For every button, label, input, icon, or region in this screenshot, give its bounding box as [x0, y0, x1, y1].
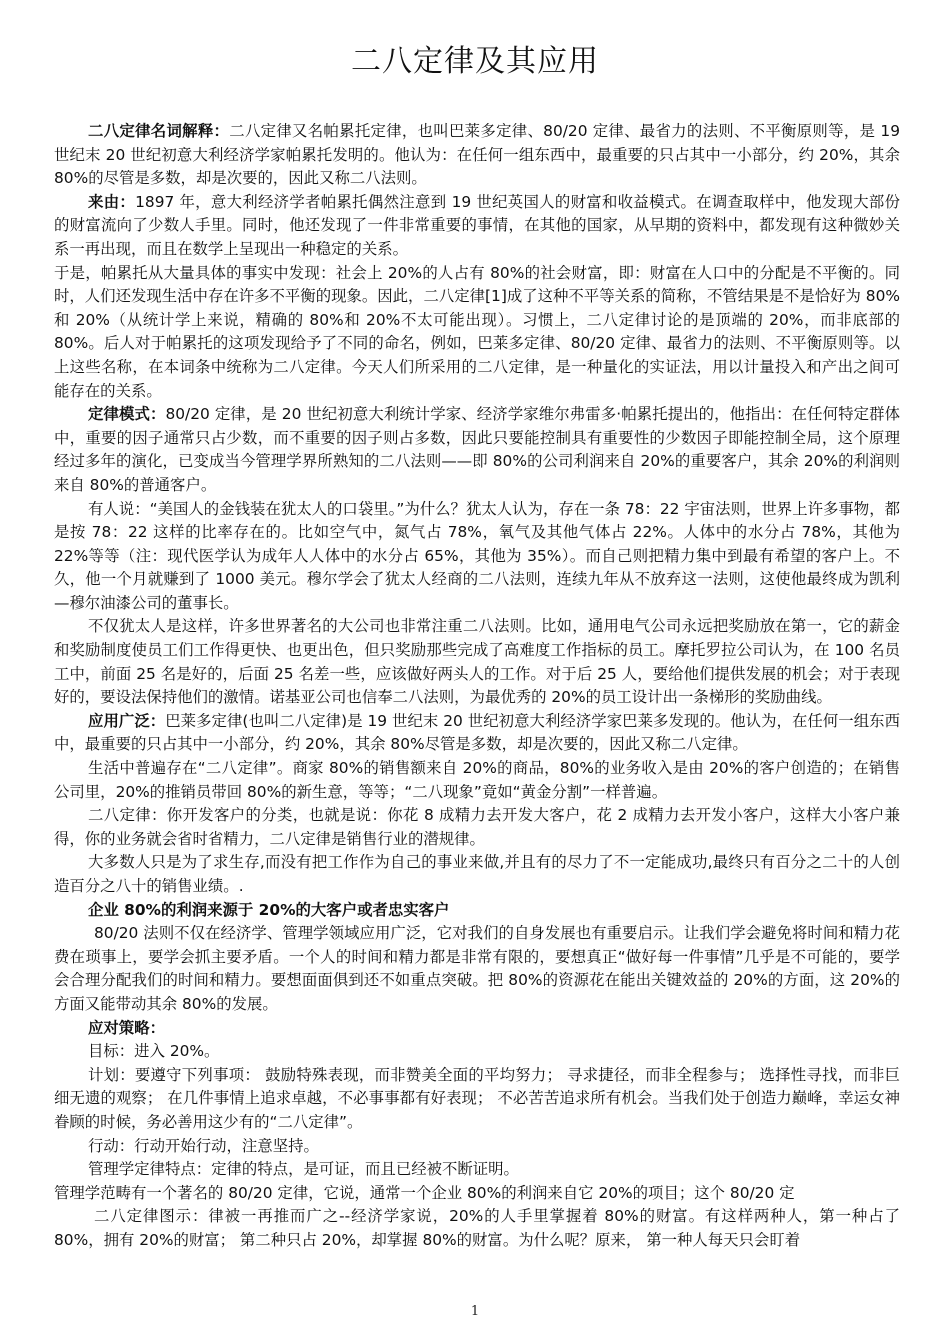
- paragraph-text: 80/20 定律，是 20 世纪初意大利统计学家、经济学家维尔弗雷多·帕累托提出的，他指出：在任何特定群体中，重要的因子通常只占少数，而不重要的因子则占多数，因此只要能控制具有重要性的少数因子即能控制全局，这个原理经过多年的演化，已变成当今管理学界所熟知的二八法则——即 80%的公司利润来自 20%的重要客户，其余 20%的利润则来自 80%的普通客户。: [54, 405, 900, 494]
- paragraph-wide-application: [54, 710, 900, 757]
- paragraph-label: 应用广泛：: [88, 711, 166, 730]
- paragraph-label: 二八定律名词解释：: [88, 122, 230, 140]
- paragraph-text: 二八定律：你开发客户的分类，也就是说：你花 8 成精力去开发大客户，花 2 成精力去开发小客户，这样大小客户兼得，你的业务就会省时省精力，二八定律是销售行业的潜规律。: [54, 806, 900, 848]
- paragraph-text: 有人说：“美国人的金钱装在犹太人的口袋里。”为什么？犹太人认为，存在一条 78：22 宇宙法则，世界上许多事物，都是按 78：22 这样的比率存在的。比如空气中，氮气占 78%，氧气及其他气体占 22%。人体中的水分占 78%，其他为 22%等等（注：现代医学认为成年人人体中的水分占 65%，其他为 35%）。而自己则把精力集中到最有希望的客户上。不久，他一个月就赚到了 1000 美元。穆尔学会了犹太人经商的二八法则，连续九年从不放弃这一法则，这使他最终成为凯利—穆尔油漆公司的董事长。: [54, 499, 900, 612]
- paragraph-text: 大多数人只是为了求生存,而没有把工作作为自己的事业来做,并且有的尽力了不一定能成功,最终只有百分之二十的人创造百分之八十的销售业绩。.: [54, 853, 900, 895]
- paragraph-label: 定律模式：: [88, 405, 166, 424]
- paragraph-label: 来由：: [88, 192, 136, 211]
- paragraph-pareto-finding: [54, 262, 900, 404]
- paragraph-customer-development: [54, 804, 900, 851]
- management-category: 管理学范畴有一个著名的 80/20 定律，它说，通常一个企业 80%的利润来自它 20%的项目；这个 80/20 定: [54, 1183, 795, 1202]
- paragraph-jewish-rule: [54, 498, 900, 616]
- paragraph-text: 二八定律又名帕累托定律，也叫巴莱多定律、80/20 定律、最省力的法则、不平衡原则等，是 19 世纪末 20 世纪初意大利经济学家帕累托发明的。他认为：在任何一组东西中，最重要的只占其中一小部分，约 20%，其余 80%的尽管是多数，却是次要的，因此又称二八法则。: [54, 122, 900, 188]
- paragraph-law-model: [54, 403, 900, 497]
- section-subheading: 企业 80%的利润来源于 20%的大客户或者忠实客户: [88, 900, 450, 919]
- document-body: [54, 120, 900, 1253]
- paragraph-companies: [54, 615, 900, 709]
- strategy-action: 行动：行动开始行动，注意坚持。: [88, 1136, 319, 1155]
- paragraph-everyday-life: [54, 757, 900, 804]
- page-title: 二八定律及其应用: [351, 44, 599, 79]
- paragraph-text: 生活中普遍存在“二八定律”。商家 80%的销售额来自 20%的商品，80%的业务收入是由 20%的客户创造的；在销售公司里，20%的推销员带回 80%的新生意，等等；“二八现象”竟如“黄金分割”一样普遍。: [54, 759, 900, 801]
- paragraph-origin: [54, 191, 900, 262]
- paragraph-text: 于是，帕累托从大量具体的事实中发现：社会上 20%的人占有 80%的社会财富，即：财富在人口中的分配是不平衡的。同时，人们还发现生活中存在许多不平衡的现象。因此，二八定律[1]成了这种不平等关系的简称，不管结果是不是恰好为 80%和 20%（从统计学上来说，精确的 80%和 20%不太可能出现）。习惯上，二八定律讨论的是顶端的 20%，而非底部的 80%。后人对于帕累托的这项发现给予了不同的命名，例如，巴莱多定律、80/20 定律、最省力的法则、不平衡原则等。以上这些名称，在本词条中统称为二八定律。今天人们所采用的二八定律，是一种量化的实证法，用以计量投入和产出之间可能存在的关系。: [54, 263, 900, 400]
- paragraph-text: 巴莱多定律(也叫二八定律)是 19 世纪末 20 世纪初意大利经济学家巴莱多发现的。他认为，在任何一组东西中，最重要的只占其中一小部分，约 20%，其余 80%尽管是多数，却是次要的，因此又称二八定律。: [54, 711, 900, 754]
- strategy-goal: 目标：进入 20%。: [88, 1042, 220, 1061]
- strategy-plan: 计划：要遵守下列事项： 鼓励特殊表现，而非赞美全面的平均努力； 寻求捷径，而非全程参与； 选择性寻找，而非巨细无遗的观察； 在几件事情上追求卓越，不必事事都有好表现； 不必苦苦追求所有机会。当我们处于创造力巅峰，幸运女神眷顾的时候，务必善用这少有的“二八定律”。: [54, 1065, 900, 1131]
- paragraph-text: 1897 年，意大利经济学者帕累托偶然注意到 19 世纪英国人的财富和收益模式。在调查取样中，他发现大部份的财富流向了少数人手里。同时，他还发现了一件非常重要的事情，在其他的国家，从早期的资料中，都发现有这种微妙关系一再出现，而且在数学上呈现出一种稳定的关系。: [54, 192, 900, 258]
- paragraph-sales-performance: [54, 851, 900, 898]
- paragraph-text: 不仅犹太人是这样，许多世界著名的大公司也非常注重二八法则。比如，通用电气公司永远把奖励放在第一，它的薪金和奖励制度使员工们工作得更快、也更出色，但只奖励那些完成了高难度工作指标的员工。摩托罗拉公司认为，在 100 名员工中，前面 25 名是好的，后面 25 名差一些，应该做好两头人的工作。对于后 25 人，要给他们提供发展的机会；对于表现好的，要设法保持他们的激情。诺基亚公司也信奉二八法则，为最优秀的 20%的员工设计出一条梯形的奖励曲线。: [54, 617, 900, 707]
- strategy-heading: 应对策略：: [88, 1018, 165, 1037]
- paragraph-self-development: 80/20 法则不仅在经济学、管理学领域应用广泛，它对我们的自身发展也有重要启示。让我们学会避免将时间和精力花费在琐事上，要学会抓主要矛盾。一个人的时间和精力都是非常有限的，要想真正“做好每一件事情”几乎是不可能的，要学会合理分配我们的时间和精力。要想面面俱到还不如重点突破。把 80%的资源花在能出关键效益的 20%的方面，这 20%的方面又能带动其余 80%的发展。: [54, 924, 900, 1013]
- page-number: 1: [470, 1304, 480, 1319]
- paragraph-definition: [54, 120, 900, 191]
- management-features: 管理学定律特点：定律的特点，是可证，而且已经被不断证明。: [88, 1160, 519, 1179]
- diagram-description: 二八定律图示：律被一再推而广之--经济学家说，20%的人手里掌握着 80%的财富。有这样两种人，第一种占了 80%，拥有 20%的财富； 第二种只占 20%，却掌握 80%的财富。为什么呢？原来， 第一种人每天只会盯着: [54, 1207, 900, 1249]
